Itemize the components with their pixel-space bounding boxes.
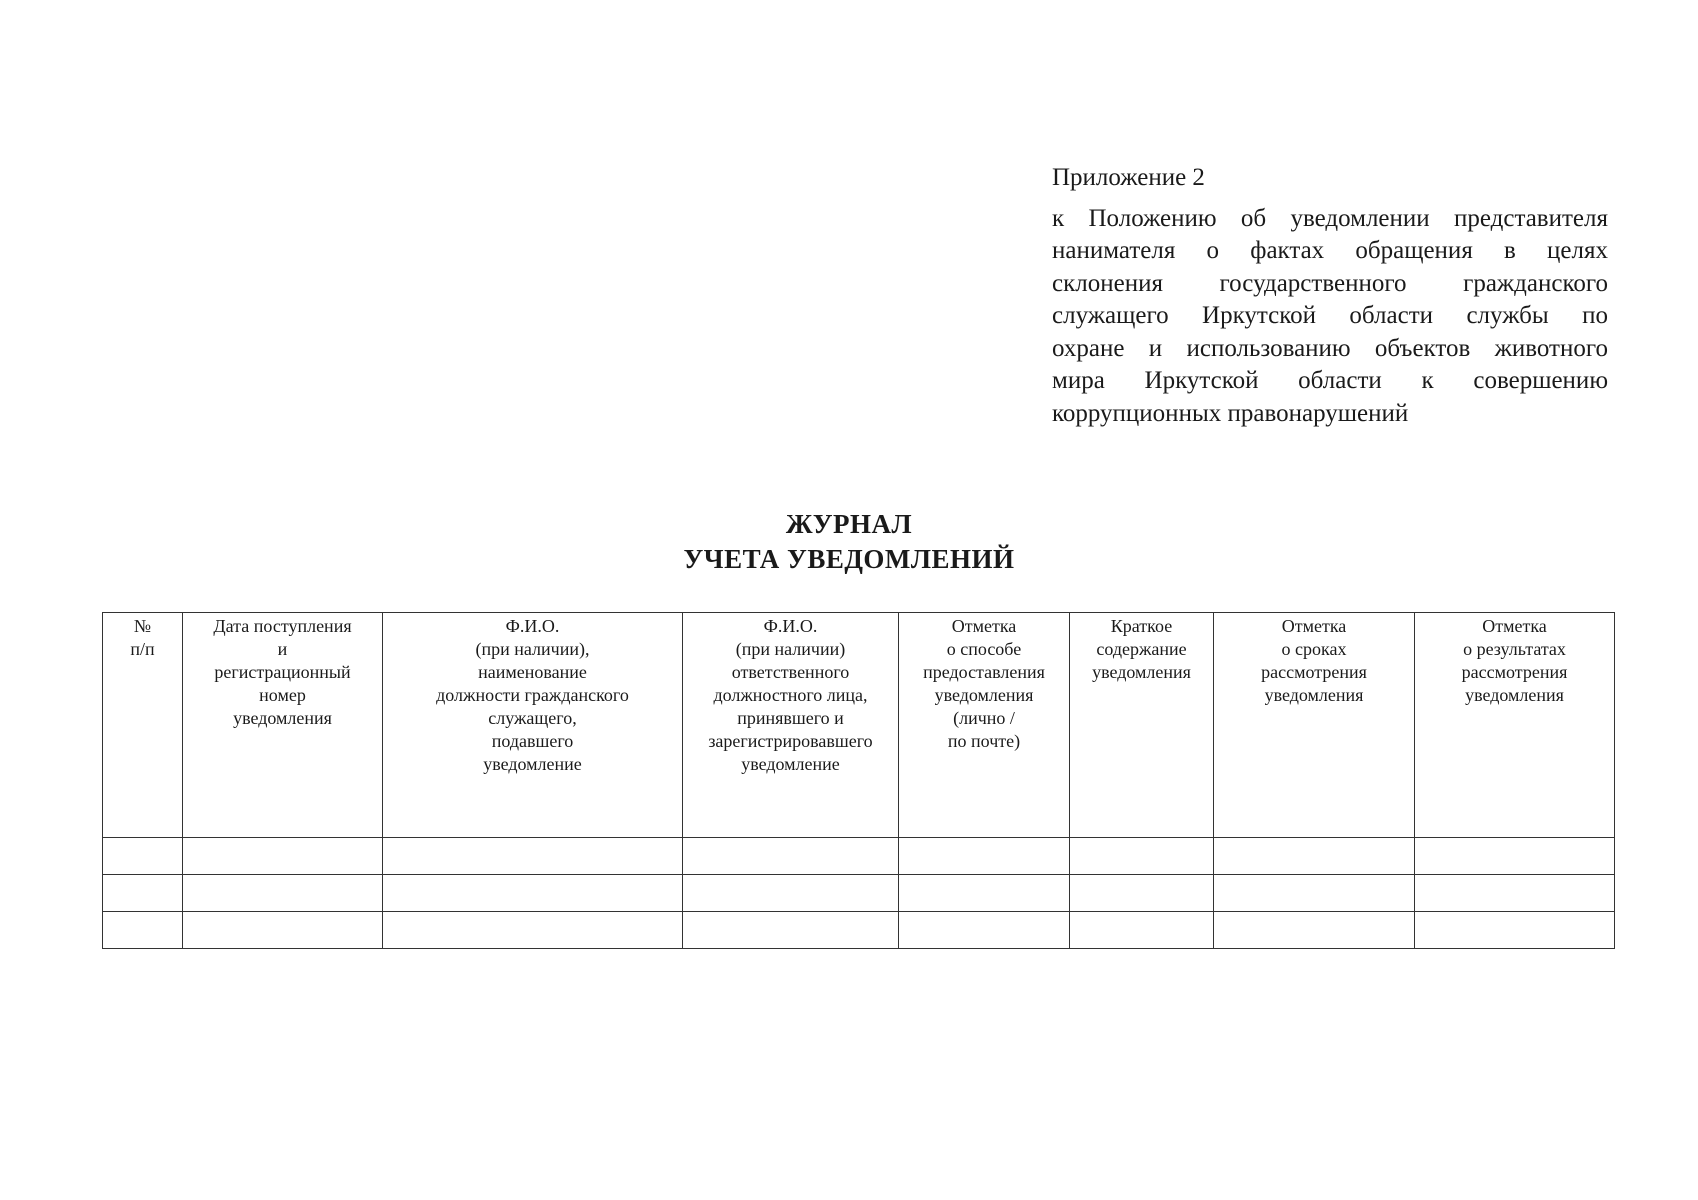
table-cell <box>683 912 899 949</box>
column-header-4 <box>683 613 899 838</box>
column-header-line: Ф.И.О. <box>505 616 560 636</box>
column-header-line: регистрационный <box>214 662 351 682</box>
column-header-line: рассмотрения <box>1461 662 1568 682</box>
column-header-line: подавшего <box>491 731 574 751</box>
column-header-line: о сроках <box>1281 639 1347 659</box>
appendix-text-line: охране и использованию объектов животного <box>1052 334 1608 362</box>
column-header-7 <box>1214 613 1415 838</box>
column-header-line: о результатах <box>1463 639 1566 659</box>
table-cell <box>103 838 183 875</box>
table-cell <box>1070 875 1214 912</box>
column-header-line: (при наличии) <box>735 639 846 659</box>
column-header-line: должностного лица, <box>713 685 868 705</box>
column-header-line: должности гражданского <box>436 685 629 705</box>
table-row <box>103 875 1615 912</box>
column-header-line: уведомления <box>1092 662 1191 682</box>
table-cell <box>103 912 183 949</box>
column-header-line: и <box>277 639 288 659</box>
column-header-line: уведомления <box>233 708 332 728</box>
table-cell <box>383 838 683 875</box>
appendix-text-line: нанимателя о фактах обращения в целях <box>1052 237 1608 264</box>
column-header-line: (лично / <box>953 708 1015 728</box>
column-header-line: Отметка <box>1482 616 1547 636</box>
column-header-line: Дата поступления <box>213 616 352 636</box>
column-header-line: Краткое <box>1110 616 1173 636</box>
column-header-line: принявшего и <box>737 708 844 728</box>
column-header-line: зарегистрировавшего <box>708 731 873 751</box>
table-cell <box>1415 912 1615 949</box>
table-row <box>103 838 1615 875</box>
table-cell <box>183 838 383 875</box>
column-header-line: (при наличии), <box>475 639 590 659</box>
column-header-8 <box>1415 613 1615 838</box>
column-header-line: № <box>133 616 152 636</box>
column-header-line: наименование <box>478 662 587 682</box>
column-header-line: уведомления <box>1465 685 1564 705</box>
table-cell <box>183 912 383 949</box>
column-header-line: п/п <box>130 639 155 659</box>
table-cell <box>683 838 899 875</box>
table-cell <box>1214 838 1415 875</box>
table-cell <box>183 875 383 912</box>
journal-table <box>102 612 1615 949</box>
column-header-line: Ф.И.О. <box>763 616 818 636</box>
table-cell <box>383 912 683 949</box>
table-cell <box>899 838 1070 875</box>
table-body <box>103 838 1615 949</box>
journal-title: ЖУРНАЛ <box>785 509 913 539</box>
column-header-line: по почте) <box>947 731 1021 751</box>
appendix-block <box>1052 162 1608 430</box>
column-header-1 <box>103 613 183 838</box>
appendix-text-line: склонения государственного гражданского <box>1052 269 1608 297</box>
column-header-6 <box>1070 613 1214 838</box>
table-cell <box>1214 912 1415 949</box>
table-cell <box>1070 838 1214 875</box>
column-header-line: уведомление <box>483 754 582 774</box>
appendix-text-line: коррупционных правонарушений <box>1052 399 1409 427</box>
table-cell <box>1070 912 1214 949</box>
column-header-line: рассмотрения <box>1261 662 1367 682</box>
column-header-line: предоставления <box>923 662 1045 682</box>
table-cell <box>1214 875 1415 912</box>
column-header-line: Отметка <box>1281 616 1347 636</box>
table-cell <box>1415 838 1615 875</box>
journal-subtitle: УЧЕТА УВЕДОМЛЕНИЙ <box>683 544 1015 574</box>
table-header-row <box>103 613 1615 838</box>
column-header-2 <box>183 613 383 838</box>
column-header-line: Отметка <box>951 616 1017 636</box>
journal-heading <box>0 507 1698 577</box>
column-header-line: уведомление <box>741 754 840 774</box>
appendix-text-line: к Положению об уведомлении представителя <box>1052 204 1608 232</box>
table-cell <box>103 875 183 912</box>
column-header-line: служащего, <box>488 708 577 728</box>
table-cell <box>383 875 683 912</box>
table-cell <box>683 875 899 912</box>
column-header-line: уведомления <box>934 685 1034 705</box>
column-header-line: номер <box>259 685 306 705</box>
table-cell <box>899 875 1070 912</box>
column-header-line: уведомления <box>1264 685 1364 705</box>
appendix-text-line: мира Иркутской области к совершению <box>1052 367 1608 394</box>
column-header-3 <box>383 613 683 838</box>
appendix-title: Приложение 2 <box>1052 164 1205 191</box>
table-cell <box>1415 875 1615 912</box>
column-header-line: содержание <box>1096 639 1187 659</box>
table-row <box>103 912 1615 949</box>
table-cell <box>899 912 1070 949</box>
column-header-5 <box>899 613 1070 838</box>
appendix-text-line: служащего Иркутской области службы по <box>1052 302 1608 329</box>
column-header-line: ответственного <box>731 662 850 682</box>
column-header-line: о способе <box>946 639 1022 659</box>
